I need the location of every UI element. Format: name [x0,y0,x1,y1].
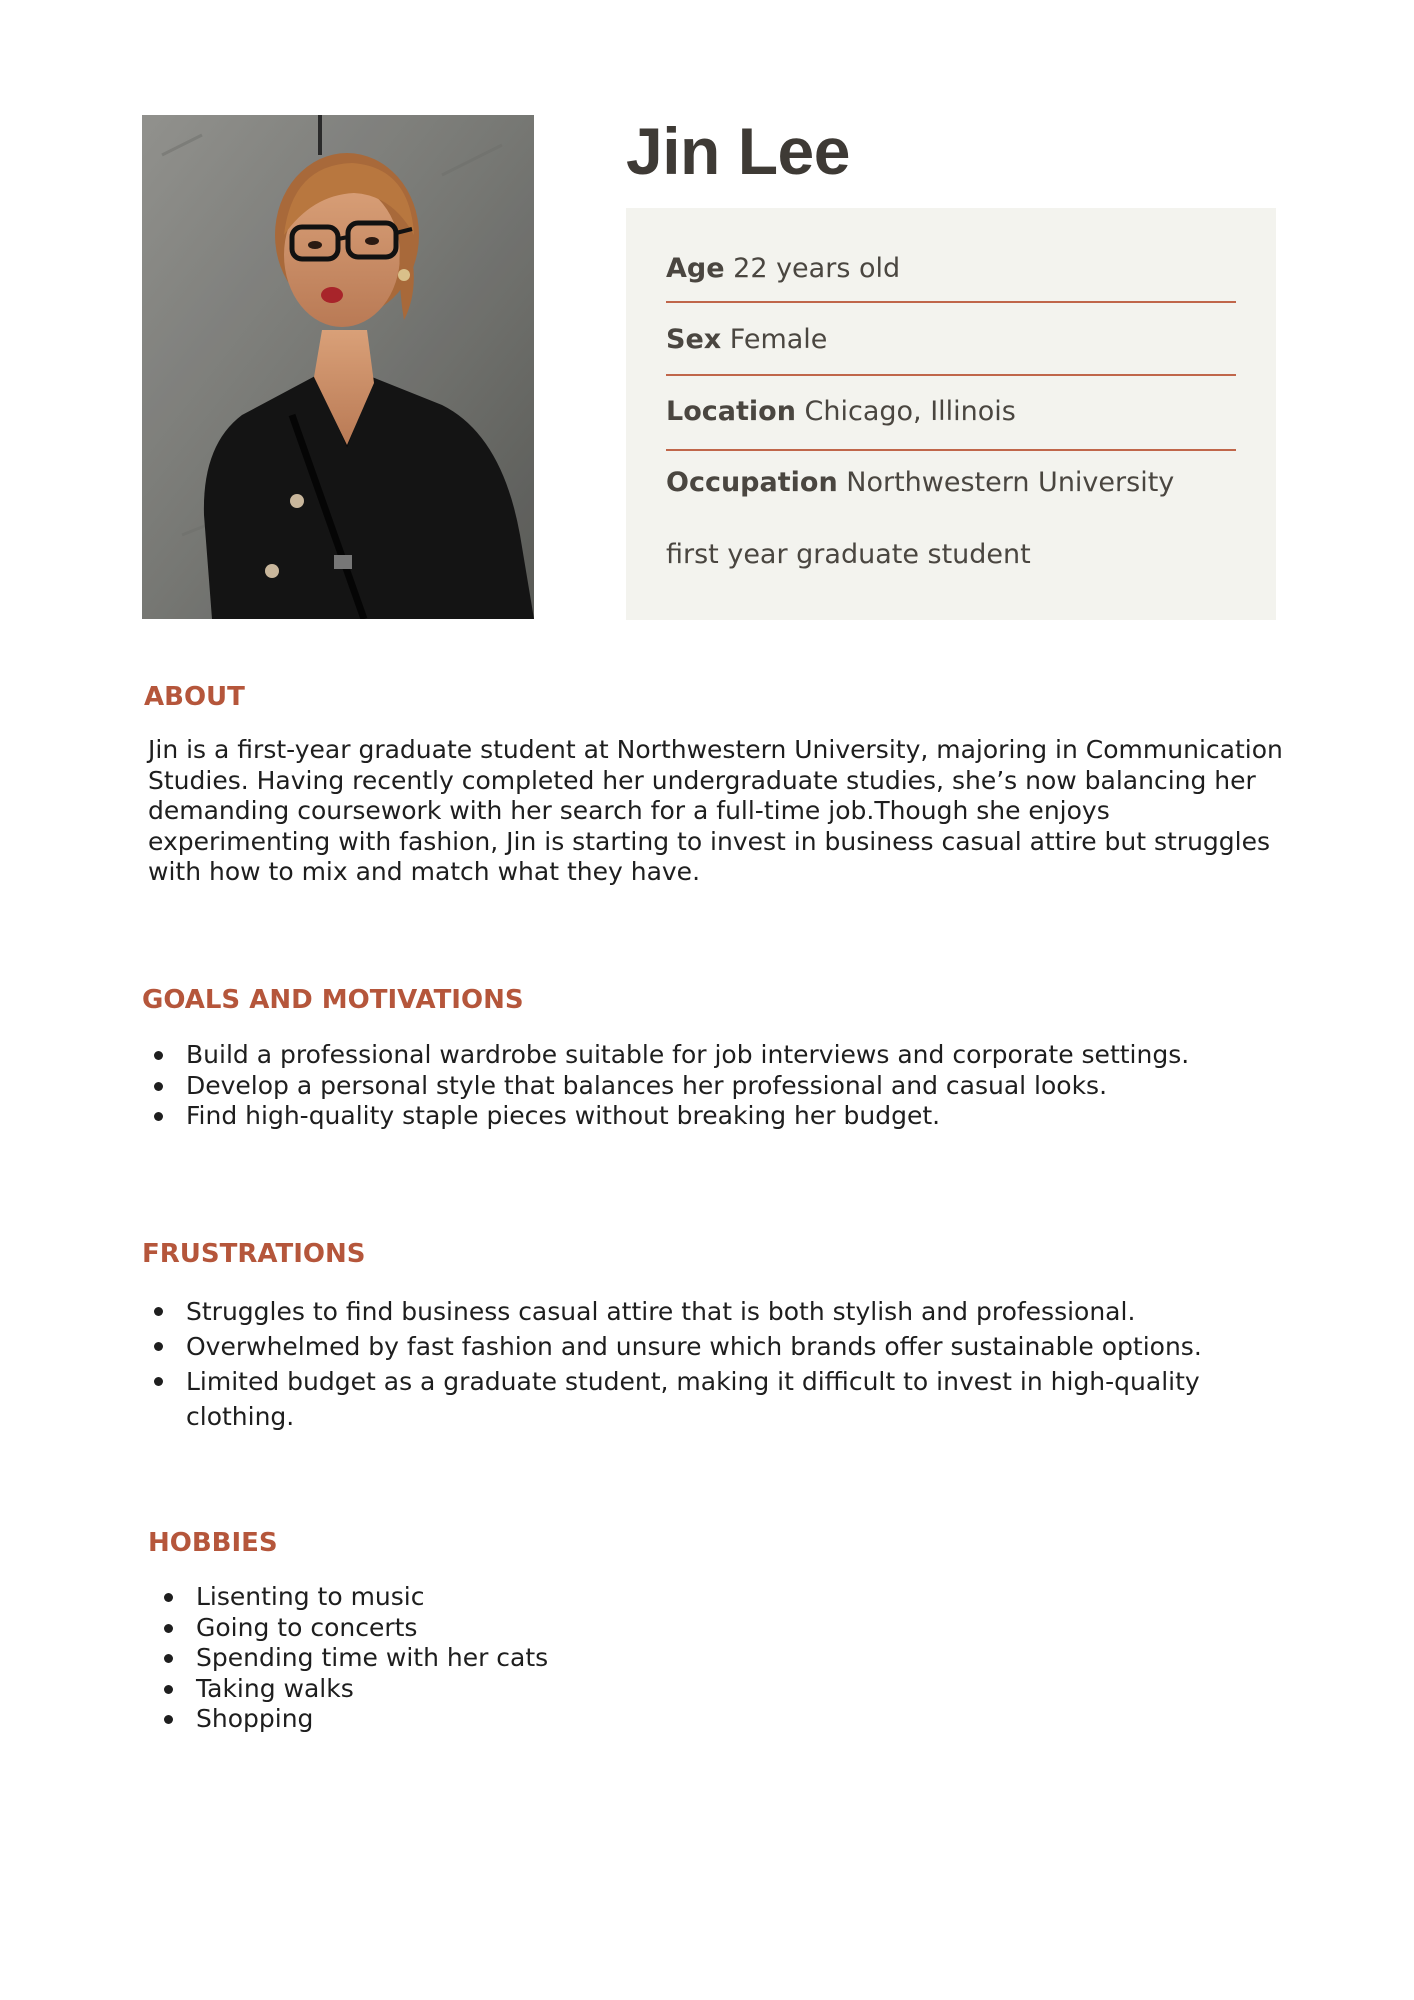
info-occupation-detail: first year graduate student [666,539,1031,570]
info-location [666,393,1236,431]
hobbies-item: Lisenting to music [158,1582,858,1613]
persona-name: Jin Lee [626,114,850,188]
frustrations-item: Limited budget as a graduate student, making it difficult to invest in high-quality clothing. [148,1364,1248,1434]
frustrations-list [148,1294,1248,1434]
persona-photo-image [142,115,534,619]
hobbies-item: Shopping [158,1704,858,1735]
info-age-value: 22 years old [733,253,901,284]
hobbies-title: HOBBIES [148,1528,278,1558]
info-age-label: Age [666,253,725,284]
goals-item: Build a professional wardrobe suitable for job interviews and corporate settings. [148,1040,1288,1071]
persona-photo [142,115,534,619]
info-occupation [666,464,1236,502]
frustrations-item: Struggles to find business casual attire that is both stylish and professional. [148,1294,1248,1329]
hobbies-item: Spending time with her cats [158,1643,858,1674]
persona-info-box [626,208,1276,620]
info-divider [666,374,1236,376]
info-divider [666,449,1236,451]
frustrations-item: Overwhelmed by fast fashion and unsure which brands offer sustainable options. [148,1329,1248,1364]
hobbies-item: Going to concerts [158,1613,858,1644]
info-location-value: Chicago, Illinois [804,396,1016,427]
info-sex-value: Female [729,324,828,355]
frustrations-title: FRUSTRATIONS [142,1239,366,1269]
goals-title: GOALS AND MOTIVATIONS [142,985,524,1015]
info-divider [666,301,1236,303]
info-occupation-label: Occupation [666,467,838,498]
hobbies-list [158,1582,858,1735]
hobbies-item: Taking walks [158,1674,858,1705]
goals-list [148,1040,1288,1132]
goals-item: Find high-quality staple pieces without breaking her budget. [148,1101,1288,1132]
about-title: ABOUT [144,682,245,712]
info-occupation-value: Northwestern University [846,467,1175,498]
info-location-label: Location [666,396,796,427]
info-sex [666,321,1236,359]
goals-item: Develop a personal style that balances her professional and casual looks. [148,1071,1288,1102]
info-age [666,250,1236,288]
about-text: Jin is a first-year graduate student at Northwestern University, majoring in Communication Studies. Having recently completed her undergraduate studies, she’s now balancing her demanding coursework with her search for a full-time job.Though she enjoys experimenting with fashion, Jin is starting to invest in business casual attire but struggles with how to mix and match what they have. [148,735,1283,886]
info-sex-label: Sex [666,324,722,355]
